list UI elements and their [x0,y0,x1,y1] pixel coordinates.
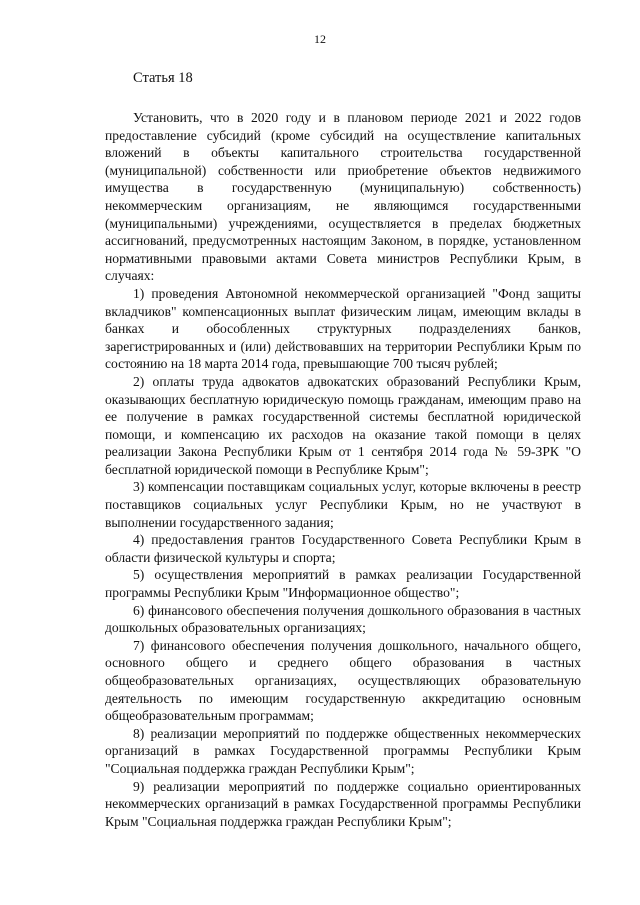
list-item-6: 6) финансового обеспечения получения дошкольного образования в частных дошкольных образовательных организациях; [105,602,581,636]
list-item-8: 8) реализации мероприятий по поддержке общественных некоммерческих организаций в рамках Государственной программы Республики Крым "Социальная поддержка граждан Республики Крым"; [105,725,581,776]
list-item-7: 7) финансового обеспечения получения дошкольного, начального общего, основного общего и среднего общего образования в частных общеобразовательных организациях, осуществляющих образовательную деятельность по имеющим государственную аккредитацию основным общеобразовательным программам; [105,637,581,724]
list-item-3: 3) компенсации поставщикам социальных услуг, которые включены в реестр поставщиков социальных услуг Республики Крым, но не участвуют в выполнении государственного задания; [105,479,581,530]
article-title: Статья 18 [133,70,193,86]
list-item-1: 1) проведения Автономной некоммерческой организацией "Фонд защиты вкладчиков" компенсационных выплат физическим лицам, имеющим вклады в банках и обособленных структурных подразделениях банков, зарегистрированных и (или) действовавших на территории Республики Крым по состоянию на 18 марта 2014 года, превышающие 700 тысяч рублей; [105,285,581,372]
list-item-5: 5) осуществления мероприятий в рамках реализации Государственной программы Республики Крым "Информационное общество"; [105,567,581,601]
list-item-9: 9) реализации мероприятий по поддержке социально ориентированных некоммерческих организаций в рамках Государственной программы Республики Крым "Социальная поддержка граждан Республики Крым"; [105,778,581,829]
list-item-2: 2) оплаты труда адвокатов адвокатских образований Республики Крым, оказывающих бесплатную юридическую помощь гражданам, имеющим право на ее получение в рамках государственной системы бесплатной юридической помощи, и компенсацию их расходов на оказание такой помощи в целях реализации Закона Республики Крым от 1 сентября 2014 года № 59-ЗРК "О бесплатной юридической помощи в Республике Крым"; [105,373,581,477]
list-item-4: 4) предоставления грантов Государственного Совета Республики Крым в области физической культуры и спорта; [105,532,581,565]
intro-paragraph: Установить, что в 2020 году и в плановом периоде 2021 и 2022 годов предоставление субсидий (кроме субсидий на осуществление капитальных вложений в объекты капитального строительства государственной (муниципальной) собственности или приобретение объектов недвижимого имущества в государственную (муниципальную) собственность) некоммерческим организациям, не являющимся государственными (муниципальными) учреждениями, осуществляется в пределах бюджетных ассигнований, предусмотренных настоящим Законом, в порядке, установленном нормативными правовыми актами Совета министров Республики Крым, в случаях: [105,110,581,284]
page-number: 12 [314,32,326,46]
article-body [105,109,581,830]
